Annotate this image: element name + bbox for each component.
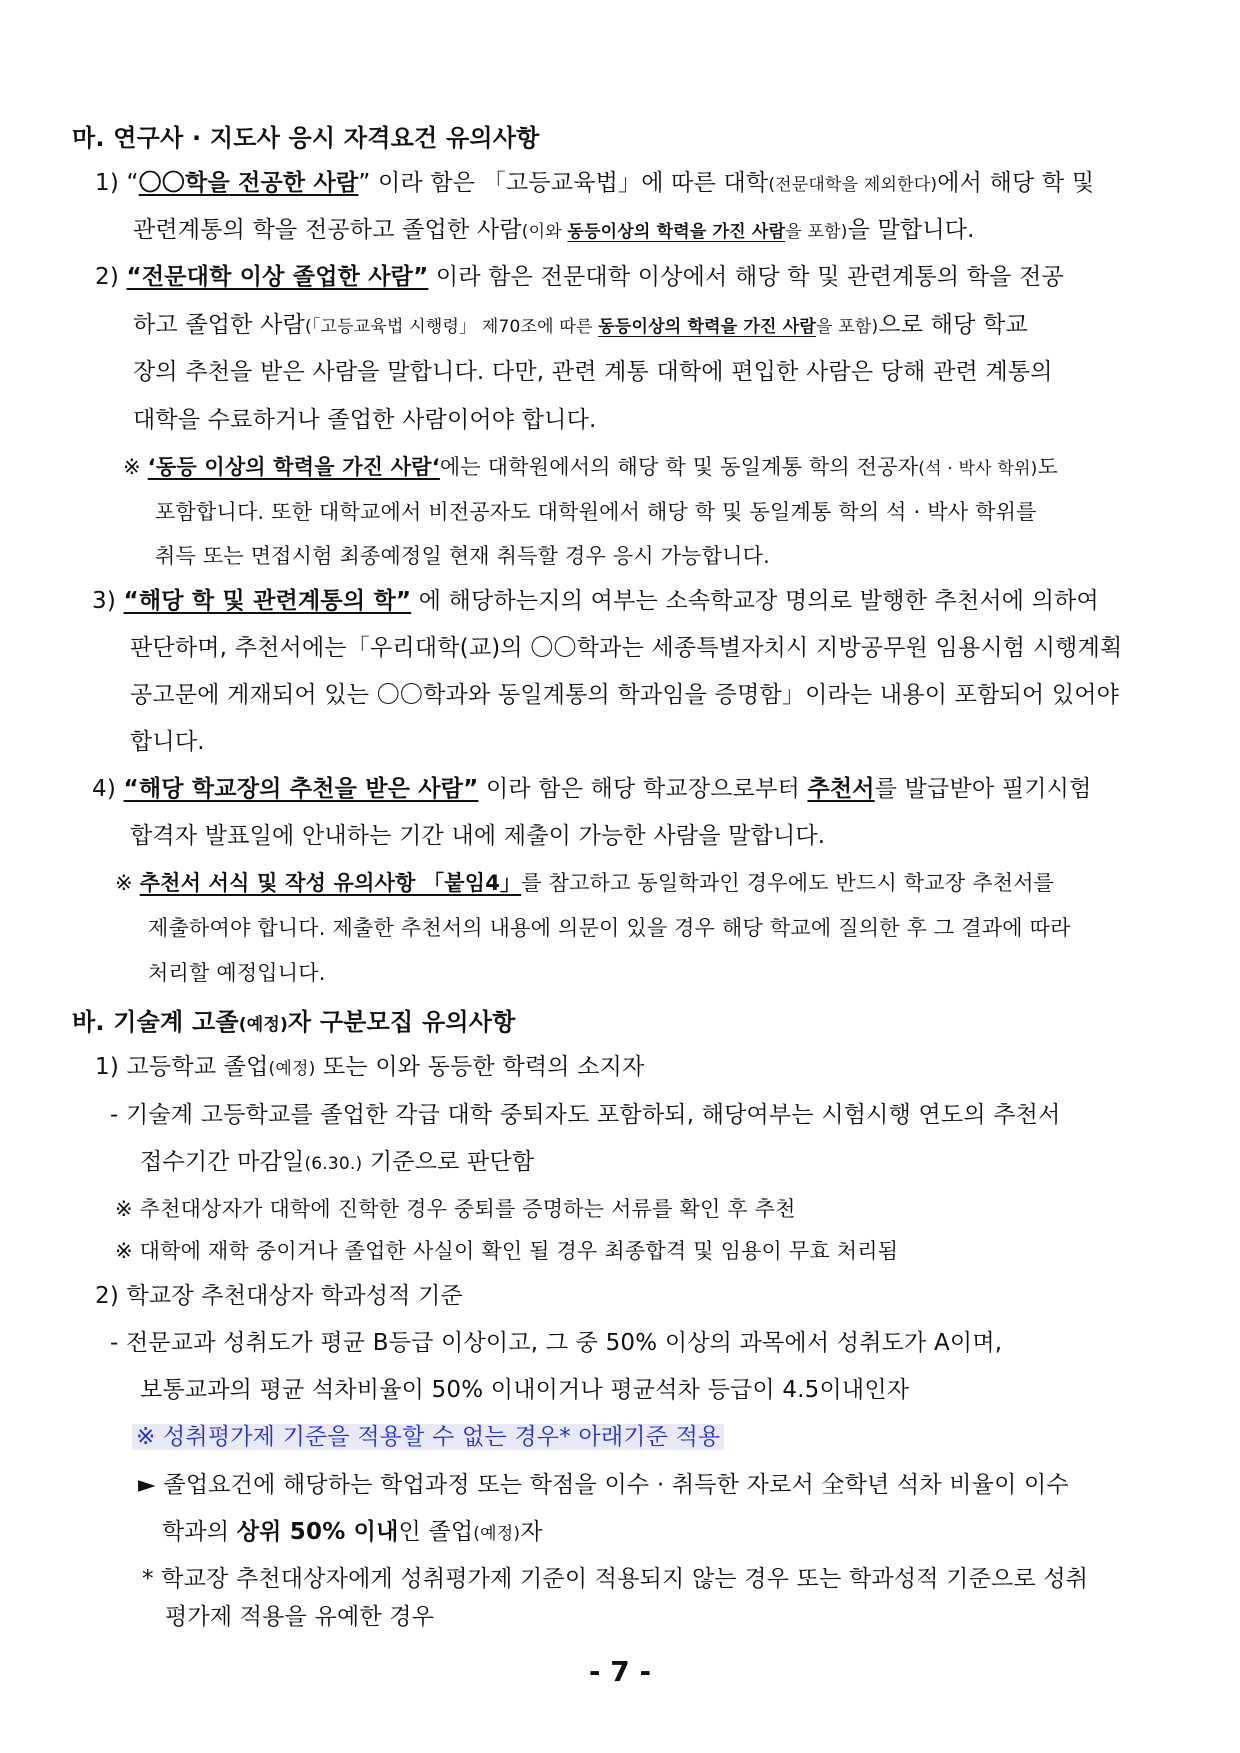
body-text: 으로 해당 학교 (878, 312, 1028, 338)
body-text: 를 발급받아 필기시험 (874, 776, 1092, 802)
item-number: 3) (92, 588, 124, 614)
small-note: (6.30.) (304, 1154, 363, 1174)
item-number: 4) (92, 776, 124, 802)
ba-item-2-dash-line-1: - 전문교과 성취도가 평균 B등급 이상이고, 그 중 50% 이상의 과목에서 성취도가 A이며, (110, 1330, 1003, 1356)
body-text: 이라 함은 전문대학 이상에서 해당 학 및 관련계통의 학을 전공 (428, 264, 1064, 290)
quote-mark: ” (358, 170, 371, 196)
body-text: 기준으로 판단함 (362, 1149, 535, 1175)
highlighted-text: ※ 성취평가제 기준을 적용할 수 없는 경우* 아래기준 적용 (132, 1424, 724, 1450)
small-note: 을 포함) (816, 317, 879, 337)
ba-highlighted-note (132, 1422, 724, 1452)
ma-item-1-line-1 (95, 168, 1094, 200)
ba-note-1: ※ 추천대상자가 대학에 진학한 경우 중퇴를 증명하는 서류를 확인 후 추천 (115, 1197, 796, 1221)
small-note-underlined: 동등이상의 학력을 가진 사람 (567, 222, 786, 242)
ma-item-2-line-2 (133, 310, 1028, 342)
ba-item-2-dash-line-2: 보통교과의 평균 석차비율이 50% 이내이거나 평균석차 등급이 4.5이내인자 (140, 1377, 910, 1403)
ma-item-2-line-3: 장의 추천을 받은 사람을 말합니다. 다만, 관련 계통 대학에 편입한 사람은 당해 관련 계통의 (133, 359, 1053, 385)
body-text: 학과의 (162, 1519, 237, 1545)
body-text: 이라 함은 「고등교육법」에 따른 대학 (370, 170, 769, 196)
ma-note-2-line-1 (115, 868, 1054, 898)
small-note: (전문대학을 제외한다) (768, 175, 938, 195)
section-heading-ma: 마. 연구사 · 지도사 응시 자격요건 유의사항 (72, 124, 540, 152)
body-text: 을 말합니다. (847, 217, 975, 243)
item-number: 1) (95, 170, 127, 196)
body-text: 하고 졸업한 사람 (133, 312, 305, 338)
ba-footnote-line-1: * 학교장 추천대상자에게 성취평가제 기준이 적용되지 않는 경우 또는 학과성적 기준으로 성취 (142, 1566, 1089, 1592)
ma-item-4-line-1 (92, 774, 1092, 804)
heading-text: 자 구분모집 유의사항 (287, 1008, 516, 1036)
body-text: 인 졸업 (398, 1519, 474, 1545)
small-note: (이와 (521, 222, 568, 242)
section-heading-ba (72, 1007, 516, 1040)
ma-note-1-line-2: 포함합니다. 또한 대학교에서 비전공자도 대학원에서 해당 학 및 동일계통 학의 석 · 박사 학위를 (155, 500, 1037, 524)
ma-item-2-line-1 (95, 262, 1064, 292)
body-text: 도 (1037, 455, 1058, 479)
ma-item-1-line-2 (133, 215, 975, 247)
body-text: 1) 고등학교 졸업 (95, 1054, 269, 1080)
small-note: 을 포함) (785, 222, 848, 242)
ma-note-1-line-1 (123, 452, 1058, 484)
body-text: 에서 해당 학 및 (937, 170, 1095, 196)
ba-item-1-dash-line-2 (140, 1147, 534, 1179)
body-text: 자 (520, 1519, 543, 1545)
defined-term: 〇〇학을 전공한 사람 (138, 170, 359, 196)
body-text: 또는 이와 동등한 학력의 소지자 (315, 1054, 645, 1080)
item-number: 2) (95, 264, 127, 290)
ma-item-3-line-3: 공고문에 게재되어 있는 〇〇학과와 동일계통의 학과임을 증명함」이라는 내용이 포함되어 있어야 (130, 682, 1120, 708)
small-note: (「고등교육법 시행령」 제70조에 따른 (304, 317, 599, 337)
ma-item-4-line-2: 합격자 발표일에 안내하는 기간 내에 제출이 가능한 사람을 말합니다. (130, 823, 826, 849)
ma-item-3-line-2: 판단하며, 추천서에는「우리대학(교)의 〇〇학과는 세종특별자치시 지방공무원 임용시험 시행계획 (130, 635, 1123, 661)
ba-item-1-dash-line-1: - 기술계 고등학교를 졸업한 각급 대학 중퇴자도 포함하되, 해당여부는 시험시행 연도의 추천서 (110, 1102, 1061, 1128)
body-text: 에는 대학원에서의 해당 학 및 동일계통 학의 전공자 (439, 455, 919, 479)
ma-note-1-line-3: 취득 또는 면접시험 최종예정일 현재 취득할 경우 응시 가능합니다. (155, 544, 770, 568)
small-note-underlined: 동등이상의 학력을 가진 사람 (598, 317, 817, 337)
heading-text: 바. 기술계 고졸 (72, 1008, 239, 1036)
ma-item-3-line-4: 합니다. (130, 729, 205, 755)
ma-note-2-line-2: 제출하여야 합니다. 제출한 추천서의 내용에 의문이 있을 경우 해당 학교에 질의한 후 그 결과에 따라 (148, 916, 1071, 940)
bold-criterion: 상위 50% 이내 (236, 1519, 399, 1545)
recommendation-letter-term: 추천서 (807, 776, 875, 802)
heading-small-note: (예정) (238, 1015, 288, 1035)
ba-triangle-line-1: ► 졸업요건에 해당하는 학업과정 또는 학점을 이수 · 취득한 자로서 全학년 석차 비율이 이수 (138, 1472, 1069, 1498)
defined-term: ‘동등 이상의 학력을 가진 사람‘ (147, 455, 440, 479)
small-note: (석 · 박사 학위) (918, 459, 1038, 479)
small-note: (예정) (473, 1524, 521, 1544)
ba-note-2: ※ 대학에 재학 중이거나 졸업한 사실이 확인 될 경우 최종합격 및 임용이 무효 처리됨 (115, 1239, 899, 1263)
attachment-reference: 추천서 서식 및 작성 유의사항 「붙임4」 (139, 871, 522, 895)
defined-term: “전문대학 이상 졸업한 사람” (126, 264, 429, 290)
ma-item-2-line-4: 대학을 수료하거나 졸업한 사람이어야 합니다. (133, 407, 597, 433)
reference-mark: ※ (115, 871, 140, 895)
page-number: - 7 - (588, 1655, 652, 1688)
reference-mark: ※ (123, 455, 148, 479)
ba-footnote-line-2: 평가제 적용을 유예한 경우 (165, 1604, 435, 1630)
body-text: 를 참고하고 동일학과인 경우에도 반드시 학교장 추천서를 (521, 871, 1055, 895)
ba-item-2-line-1: 2) 학교장 추천대상자 학과성적 기준 (95, 1283, 463, 1309)
small-note: (예정) (268, 1059, 316, 1079)
ma-item-3-line-1 (92, 586, 1099, 616)
body-text: 에 해당하는지의 여부는 소속학교장 명의로 발행한 추천서에 의하여 (411, 588, 1099, 614)
body-text: 이라 함은 해당 학교장으로부터 (478, 776, 808, 802)
defined-term: “해당 학교장의 추천을 받은 사람” (123, 776, 479, 802)
defined-term: “해당 학 및 관련계통의 학” (123, 588, 412, 614)
ma-note-2-line-3: 처리할 예정입니다. (148, 961, 326, 985)
ba-item-1-line-1 (95, 1052, 644, 1084)
body-text: 관련계통의 학을 전공하고 졸업한 사람 (133, 217, 522, 243)
quote-mark: “ (126, 170, 139, 196)
ba-triangle-line-2 (162, 1517, 543, 1549)
body-text: 접수기간 마감일 (140, 1149, 305, 1175)
